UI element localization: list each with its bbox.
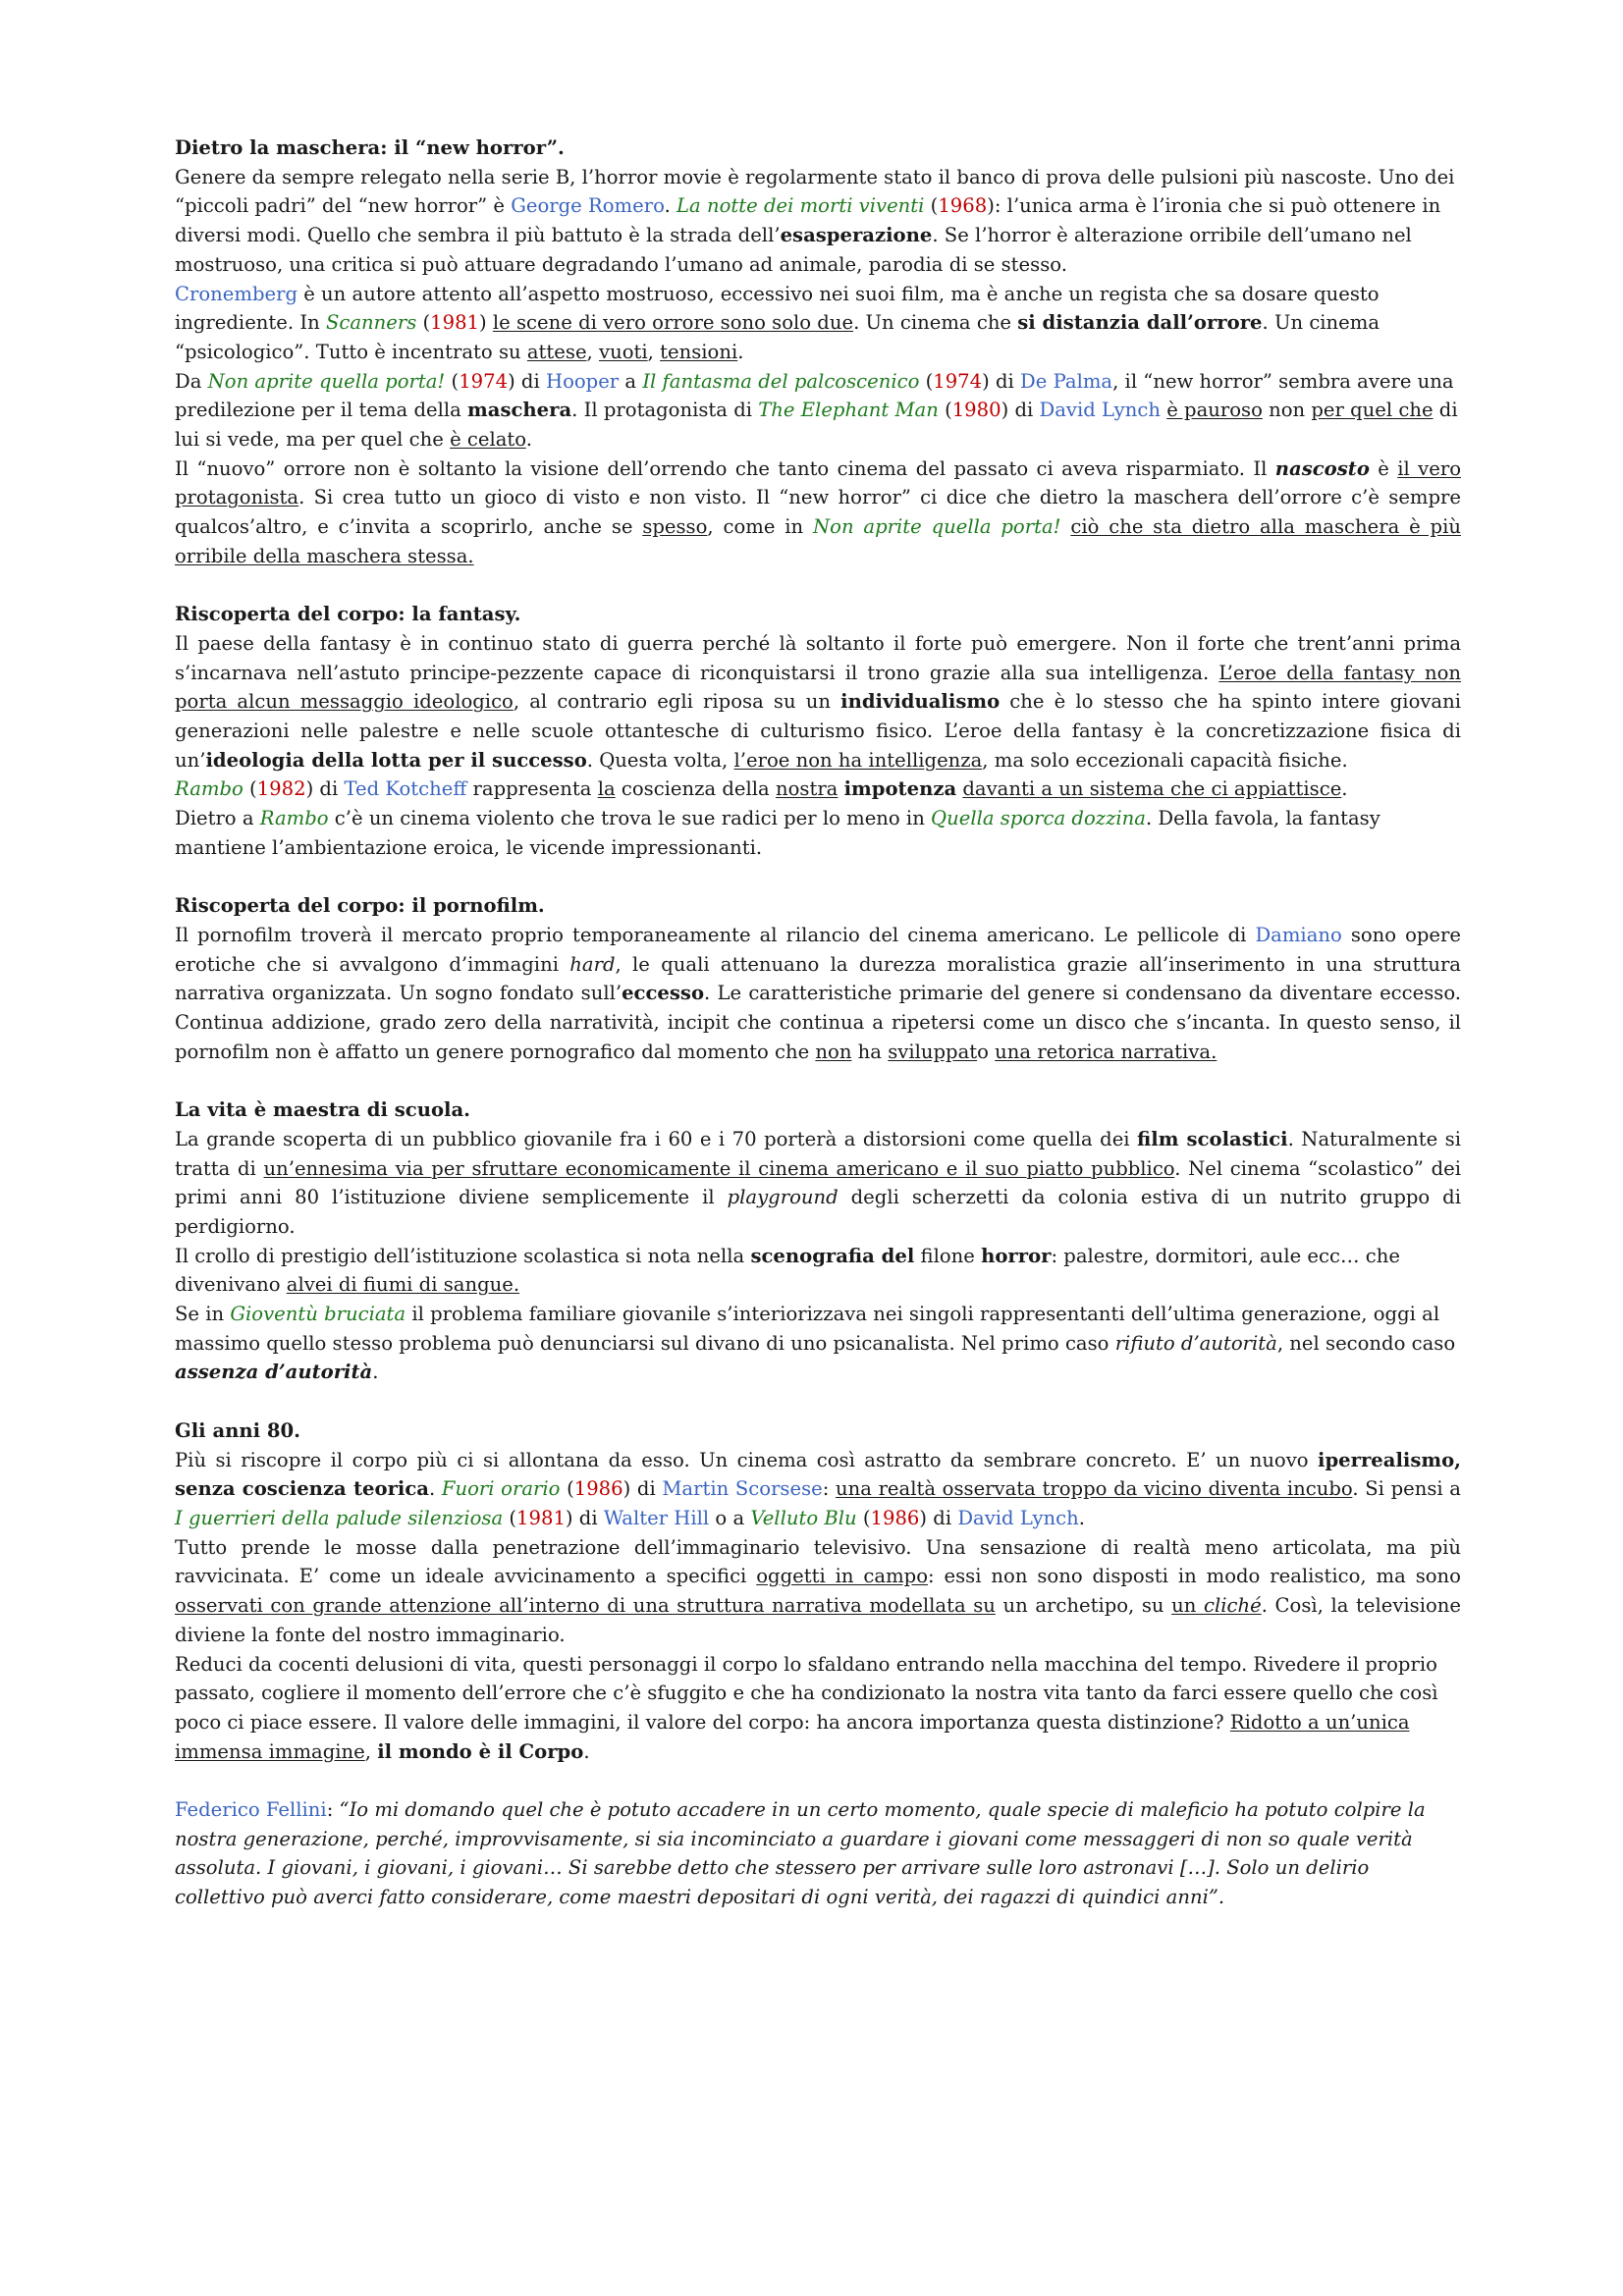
paragraph [175, 629, 1461, 775]
text-run: Il paese della fantasy è in continuo stato di guerra perché là soltanto il forte può emergere. Non il forte che trent’anni prima s’incarnava nell’astuto principe-pezzente capace di riconquistarsi il trono grazie alla sua intelligenza. [175, 631, 1461, 684]
person-name: Hooper [545, 369, 620, 393]
text-run: ( [503, 1506, 517, 1529]
text-run: non [1262, 399, 1312, 422]
text-run: Il pornofilm troverà il mercato proprio temporaneamente al rilancio del cinema americano. Le pellicole di [175, 923, 1256, 946]
text-run: a [619, 369, 643, 393]
paragraph [175, 774, 1461, 804]
text-run: ( [416, 311, 431, 335]
text-run: ) di [622, 1477, 663, 1501]
text-run: sviluppat [888, 1040, 978, 1063]
film-title: Non aprite quella porta! [207, 369, 446, 393]
text-run: si distanzia dall’orrore [1017, 311, 1263, 335]
text-run: impotenza [843, 777, 957, 801]
text-run: oggetti in campo [756, 1565, 929, 1588]
text-run: ( [919, 369, 934, 393]
film-year: 1986 [870, 1506, 920, 1529]
text-run: vuoti [599, 340, 648, 363]
text-run: cliché [1204, 1594, 1262, 1618]
text-run: davanti a un sistema che ci appiattisce [962, 777, 1342, 801]
text-run: iperrealismo, senza coscienza teorica [175, 1448, 1461, 1501]
text-run: è pauroso [1166, 399, 1263, 422]
text-run: ( [243, 777, 257, 801]
person-name: David Lynch [1039, 399, 1161, 422]
text-run: non [815, 1040, 852, 1063]
text-run: ciò che sta dietro alla maschera è più orribile della maschera stessa. [175, 515, 1461, 567]
text-run: rifiuto d’autorità [1114, 1331, 1277, 1355]
text-run: ) di [1001, 399, 1040, 422]
paragraph [175, 921, 1461, 1067]
paragraph [175, 1125, 1461, 1242]
text-run: attese [526, 340, 587, 363]
text-run: , come in [707, 515, 813, 539]
text-run: eccesso [622, 982, 705, 1005]
text-run: coscienza della [615, 777, 776, 801]
film-title: The Elephant Man [758, 399, 939, 422]
section-heading: Riscoperta del corpo: la fantasy. [175, 603, 521, 626]
paragraph [175, 454, 1461, 571]
film-title: Il fantasma del palcoscenico [642, 369, 920, 393]
paragraph [175, 1242, 1461, 1300]
text-run: nostra [775, 777, 839, 801]
text-run: alvei di fiumi di sangue. [286, 1273, 520, 1297]
text-run: Reduci da cocenti delusioni di vita, questi personaggi il corpo lo sfaldano entrando nella macchina del tempo. Rivedere il proprio passato, cogliere il momento dell’errore che c’è sfuggito e che ha condizionato la nostra vita tanto da farci essere quello che così poco ci piace essere. Il valore delle immagini, il valore del corpo: ha ancora importanza questa distinzione? [175, 1652, 1438, 1734]
film-year: 1974 [459, 369, 509, 393]
text-run: . Un cinema che [853, 311, 1018, 335]
text-run: c’è un cinema violento che trova le sue radici per lo meno in [328, 807, 932, 830]
text-run: , il “new horror” sembra avere una predilezione per il tema della [175, 369, 1454, 422]
text-run: . Se l’horror è alterazione orribile dell’umano nel mostruoso, una critica si può attuare degradando l’umano ad animale, parodia di se stesso. [175, 224, 1412, 276]
text-run: . [737, 340, 744, 363]
text-run: di lui si vede, ma per quel che [175, 399, 1458, 452]
text-run: , nel secondo caso [1276, 1331, 1456, 1355]
text-run: film scolastici [1137, 1127, 1288, 1150]
text-run: o [977, 1040, 996, 1063]
paragraph [175, 1533, 1461, 1650]
paragraph [175, 1795, 1461, 1912]
text-run: . [428, 1477, 442, 1501]
section-heading: La vita è maestra di scuola. [175, 1098, 470, 1122]
text-run: Genere da sempre relegato nella serie B, l’horror movie è regolarmente stato il banco di prova delle pulsioni più nascoste. Uno dei “piccoli padri” del “new horror” è [175, 165, 1455, 218]
film-title: Quella sporca dozzina [931, 807, 1146, 830]
text-run: ): l’unica arma è l’ironia che si può ottenere in diversi modi. Quello che sembra il più battuto è la strada dell’ [175, 194, 1441, 247]
text-run: ) di [919, 1506, 958, 1529]
section-2 [175, 600, 1461, 862]
text-run: : palestre, dormitori, aule ecc… che divenivano [175, 1244, 1400, 1297]
text-run: filone [914, 1244, 982, 1267]
person-name: De Palma [1020, 369, 1113, 393]
text-run: ( [560, 1477, 574, 1501]
text-run: ) di [508, 369, 546, 393]
section-1 [175, 133, 1461, 571]
text-run: Da [175, 369, 208, 393]
text-run: tensioni [660, 340, 738, 363]
film-title: Rambo [175, 777, 243, 801]
person-name: David Lynch [957, 1506, 1079, 1529]
text-run: ) di [565, 1506, 604, 1529]
section-heading: Dietro la maschera: il “new horror”. [175, 136, 565, 159]
text-run: è [1369, 456, 1398, 480]
text-run: Il crollo di prestigio dell’istituzione scolastica si nota nella [175, 1244, 751, 1267]
text-run: . Naturalmente si tratta di [175, 1127, 1462, 1180]
text-run: Se in [175, 1303, 231, 1326]
text-run: “Io mi domando quel che è potuto accadere in un certo momento, quale specie di maleficio ha potuto colpire la nostra generazione, perché, improvvisamente, si sia incominciato a guardare i giovani come messaggeri di non so quale verità assoluta. I giovani, i giovani, i giovani… Si sarebbe detto che stessero per arrivare sulle loro astronavi […]. Solo un delirio collettivo può averci fatto considerare, come maestri depositari di ogni verità, dei ragazzi di quindici anni”. [175, 1798, 1426, 1909]
text-run: una realtà osservata troppo da vicino diventa incubo [836, 1477, 1353, 1501]
film-year: 1981 [516, 1506, 566, 1529]
text-run: : [326, 1798, 340, 1821]
text-run: ( [856, 1506, 871, 1529]
text-run: un archetipo, su [995, 1594, 1172, 1618]
text-run: o a [709, 1506, 751, 1529]
film-title: Fuori orario [441, 1477, 561, 1501]
text-run: una retorica narrativa. [995, 1040, 1217, 1063]
paragraph [175, 367, 1461, 454]
paragraph [175, 1300, 1461, 1387]
text-run: . [1078, 1506, 1086, 1529]
text-run: . Nel cinema “scolastico” dei primi anni 80 l’istituzione diviene semplicemente il [175, 1156, 1462, 1209]
text-run: per quel che [1311, 399, 1434, 422]
person-name: Cronemberg [175, 282, 298, 305]
section-3 [175, 891, 1461, 1066]
person-name: Walter Hill [603, 1506, 710, 1529]
film-title: Non aprite quella porta! [813, 515, 1061, 539]
text-run: degli scherzetti da colonia estiva di un nutrito gruppo di perdigiorno. [175, 1186, 1461, 1238]
text-run: osservati con grande attenzione all’interno di una struttura narrativa modellata su [175, 1594, 996, 1618]
text-run: ) di [982, 369, 1021, 393]
text-run: Più si riscopre il corpo più ci si allontana da esso. Un cinema così astratto da sembrare concreto. E’ un nuovo [175, 1448, 1319, 1471]
text-run: ideologia della lotta per il successo [205, 748, 587, 772]
section-heading: Gli anni 80. [175, 1418, 300, 1442]
paragraph [175, 804, 1461, 862]
text-run: , [586, 340, 600, 363]
paragraph [175, 163, 1461, 280]
text-run: . Si crea tutto un gioco di visto e non visto. Il “new horror” ci dice che dietro la maschera dell’orrore c’è sempre qualcos’altro, e c’invita a scoprirlo, anche se [175, 486, 1461, 539]
text-run: maschera [467, 399, 572, 422]
text-run: ( [445, 369, 460, 393]
text-run: il mondo è il Corpo [377, 1739, 584, 1763]
text-run: ( [938, 399, 952, 422]
text-run: Il “nuovo” orrore non è soltanto la visione dell’orrendo che tanto cinema del passato ci aveva risparmiato. Il [175, 456, 1275, 480]
film-year: 1981 [430, 311, 480, 335]
text-run: ha [851, 1040, 889, 1063]
film-year: 1986 [573, 1477, 623, 1501]
text-run: . Si pensi a [1352, 1477, 1461, 1501]
person-name: Ted Kotcheff [344, 777, 467, 801]
text-run: . [583, 1739, 590, 1763]
text-run: Dietro a [175, 807, 260, 830]
text-run: scenografia del [750, 1244, 915, 1267]
text-run: , ma solo eccezionali capacità fisiche. [982, 748, 1348, 772]
text-run: L’eroe della fantasy non porta alcun messaggio ideologico [175, 661, 1461, 714]
film-title: Gioventù bruciata [230, 1303, 406, 1326]
text-run: : [822, 1477, 836, 1501]
text-run: il problema familiare giovanile s’interiorizzava nei singoli rappresentanti dell’ultima generazione, oggi al massimo quello stesso problema può denunciarsi sul divano di uno psicanalista. Nel primo caso [175, 1303, 1440, 1355]
text-run: . Così, la televisione diviene la fonte del nostro immaginario. [175, 1594, 1462, 1646]
text-run: che è lo stesso che ha spinto intere giovani generazioni nelle palestre e nelle scuole ottantesche di culturismo fisico. L’eroe della fantasy è la concretizzazione fisica di un’ [175, 690, 1461, 772]
text-run: il vero protagonista [175, 456, 1462, 509]
text-run: è un autore attento all’aspetto mostruoso, eccessivo nei suoi film, ma è anche un regista che sa dosare questo ingrediente. In [175, 282, 1380, 335]
text-run: spesso [642, 515, 708, 539]
person-name: Federico Fellini [175, 1798, 327, 1821]
document-body [175, 133, 1461, 1912]
text-run: nascosto [1274, 456, 1370, 480]
text-run: ) di [305, 777, 345, 801]
section-heading: Riscoperta del corpo: il pornofilm. [175, 894, 545, 918]
text-run: , al contrario egli riposa su un [513, 690, 841, 714]
text-run: esasperazione [780, 224, 933, 247]
film-year: 1980 [951, 399, 1001, 422]
text-run: un’ennesima via per sfruttare economicamente il cinema americano e il suo piatto pubblico [263, 1156, 1175, 1180]
text-run: : essi non sono disposti in modo realistico, ma sono [928, 1565, 1461, 1588]
text-run: La grande scoperta di un pubblico giovanile fra i 60 e i 70 porterà a distorsioni come quella dei [175, 1127, 1138, 1150]
text-run: . [525, 428, 532, 452]
text-run: la [597, 777, 616, 801]
film-year: 1982 [256, 777, 306, 801]
section-5 [175, 1416, 1461, 1766]
text-run: . Un cinema “psicologico”. Tutto è incentrato su [175, 311, 1380, 363]
paragraph [175, 1650, 1461, 1767]
text-run: ( [924, 194, 939, 218]
film-title: Velluto Blu [750, 1506, 857, 1529]
text-run: individualismo [840, 690, 1001, 714]
person-name: Damiano [1255, 923, 1342, 946]
film-title: Rambo [259, 807, 329, 830]
paragraph [175, 1446, 1461, 1533]
text-run: . [664, 194, 677, 218]
text-run: horror [981, 1244, 1052, 1267]
text-run: rappresenta [466, 777, 598, 801]
section-6 [175, 1795, 1461, 1912]
text-run: . Le caratteristiche primarie del genere si condensano da diventare eccesso. Continua addizione, grado zero della narratività, incipit che continua a ripetersi come un disco che s’incanta. In questo senso, il pornofilm non è affatto un genere pornografico dal momento che [175, 982, 1462, 1063]
film-title: I guerrieri della palude silenziosa [175, 1506, 504, 1529]
person-name: George Romero [511, 194, 665, 218]
text-run: . Della favola, la fantasy mantiene l’ambientazione eroica, le vicende impressionanti. [175, 807, 1380, 859]
text-run: è celato [450, 428, 526, 452]
film-title: La notte dei morti viventi [676, 194, 925, 218]
text-run: , [364, 1739, 378, 1763]
text-run: . Il protagonista di [571, 399, 759, 422]
film-title: Scanners [325, 311, 417, 335]
text-run: playground [727, 1186, 839, 1209]
text-run: l’eroe non ha intelligenza [733, 748, 983, 772]
film-year: 1974 [933, 369, 983, 393]
text-run: sono opere erotiche che si avvalgono d’immagini [175, 923, 1461, 976]
text-run: le scene di vero orrore sono solo due [492, 311, 854, 335]
text-run: hard [569, 952, 616, 976]
text-run: un [1171, 1594, 1204, 1618]
film-year: 1968 [938, 194, 988, 218]
paragraph [175, 280, 1461, 367]
text-run: Ridotto a un’unica immensa immagine [175, 1710, 1410, 1763]
section-4 [175, 1095, 1461, 1387]
text-run: , le quali attenuano la durezza moralistica grazie all’inserimento in una struttura narrativa organizzata. Un sogno fondato sull’ [175, 952, 1461, 1005]
text-run: . Questa volta, [586, 748, 734, 772]
text-run: . [1341, 777, 1348, 801]
text-run: Tutto prende le mosse dalla penetrazione dell’immaginario televisivo. Una sensazione di realtà meno articolata, ma più ravvicinata. E’ come un ideale avvicinamento a specifici [175, 1535, 1461, 1588]
text-run: ) [479, 311, 493, 335]
text-run: , [647, 340, 661, 363]
text-run: . [372, 1361, 379, 1384]
person-name: Martin Scorsese [662, 1477, 823, 1501]
text-run: assenza d’autorità [175, 1361, 373, 1384]
text-run [1061, 515, 1071, 538]
